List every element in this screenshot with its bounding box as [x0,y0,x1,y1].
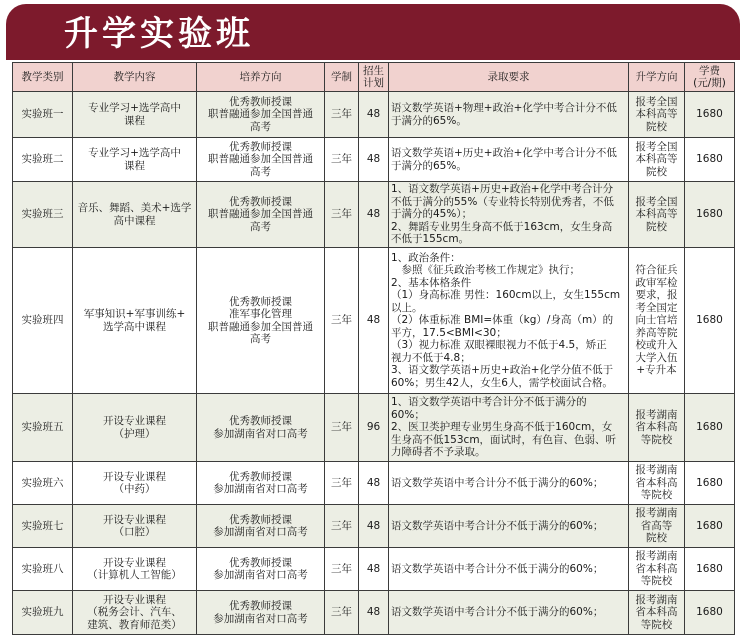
cell-direction: 优秀教师授课 参加湖南省对口高考 [197,548,325,591]
cell-fee: 1680 [685,182,735,248]
cell-category: 实验班四 [13,248,73,394]
cell-duration: 三年 [325,548,359,591]
header-content: 教学内容 [73,63,197,92]
cell-category: 实验班八 [13,548,73,591]
cell-requirements: 语文数学英语中考合计分不低于满分的60%； [389,548,629,591]
cell-category: 实验班三 [13,182,73,248]
cell-direction: 优秀教师授课 参加湖南省对口高考 [197,462,325,505]
cell-quota: 48 [359,182,389,248]
cell-further: 报考湖南 省本科高 等院校 [629,548,685,591]
cell-direction: 优秀教师授课 职普融通参加全国普通 高考 [197,92,325,138]
table-row [13,591,735,635]
header-row [13,63,735,92]
table-row [13,92,735,138]
cell-direction: 优秀教师授课 职普融通参加全国普通 高考 [197,182,325,248]
cell-requirements: 1、语文数学英语中考合计分不低于满分的 60%； 2、医卫类护理专业男生身高不低于160cm，女 生身高不低153cm，面试时，有色盲、色弱、听 力障碍者不予录取。 [389,394,629,462]
table-row [13,248,735,394]
cell-category: 实验班一 [13,92,73,138]
cell-content: 专业学习+选学高中 课程 [73,92,197,138]
admission-table [12,62,735,635]
cell-fee: 1680 [685,138,735,182]
table-row [13,138,735,182]
cell-further: 报考全国 本科高等 院校 [629,92,685,138]
cell-further: 报考湖南 省高等 院校 [629,505,685,548]
header-quota: 招生 计划 [359,63,389,92]
cell-category: 实验班二 [13,138,73,182]
header-category: 教学类别 [13,63,73,92]
cell-quota: 48 [359,92,389,138]
table-row [13,462,735,505]
cell-further: 报考湖南 省本科高 等院校 [629,394,685,462]
cell-quota: 48 [359,591,389,635]
cell-quota: 48 [359,138,389,182]
cell-requirements: 语文数学英语+历史+政治+化学中考合计分不低 于满分的65%。 [389,138,629,182]
cell-duration: 三年 [325,182,359,248]
cell-content: 开设专业课程 （计算机人工智能） [73,548,197,591]
cell-direction: 优秀教师授课 准军事化管理 职普融通参加全国普通 高考 [197,248,325,394]
cell-duration: 三年 [325,591,359,635]
page-title: 升学实验班 [64,14,254,54]
cell-direction: 优秀教师授课 职普融通参加全国普通 高考 [197,138,325,182]
cell-requirements: 语文数学英语中考合计分不低于满分的60%； [389,462,629,505]
header-further: 升学方向 [629,63,685,92]
header-fee: 学费 (元/期) [685,63,735,92]
cell-content: 开设专业课程 （护理） [73,394,197,462]
cell-content: 开设专业课程 （税务会计、汽车、 建筑、教育师范类） [73,591,197,635]
cell-fee: 1680 [685,92,735,138]
header-requirements: 录取要求 [389,63,629,92]
cell-direction: 优秀教师授课 参加湖南省对口高考 [197,505,325,548]
title-banner [6,4,740,60]
cell-fee: 1680 [685,548,735,591]
cell-direction: 优秀教师授课 参加湖南省对口高考 [197,591,325,635]
header-direction: 培养方向 [197,63,325,92]
table-row [13,505,735,548]
cell-content: 军事知识+军事训练+ 选学高中课程 [73,248,197,394]
cell-fee: 1680 [685,462,735,505]
cell-duration: 三年 [325,138,359,182]
cell-duration: 三年 [325,462,359,505]
cell-quota: 48 [359,505,389,548]
cell-requirements: 语文数学英语+物理+政治+化学中考合计分不低 于满分的65%。 [389,92,629,138]
cell-requirements: 1、政治条件： 参照《征兵政治考核工作规定》执行； 2、基本体格条件 （1）身高标准 男性：160cm以上，女生155cm 以上。 （2）体重标准 BMI=体重（kg）/身高（m）的 平方，17.5<BMI<30； （3）视力标准 双眼裸眼视力不低于4.5，矫正 视力不低于4.8； 3、语文数学英语+历史+政治+化学分值不低于 60%；男生42人，女生6人，需学校面试合格。 [389,248,629,394]
cell-category: 实验班五 [13,394,73,462]
cell-further: 符合征兵 政审军检 要求，报 考全国定 向士官培 养高等院 校或升入 大学入伍 +专升本 [629,248,685,394]
cell-quota: 48 [359,548,389,591]
cell-duration: 三年 [325,92,359,138]
cell-requirements: 语文数学英语中考合计分不低于满分的60%； [389,591,629,635]
cell-content: 专业学习+选学高中 课程 [73,138,197,182]
cell-duration: 三年 [325,505,359,548]
cell-fee: 1680 [685,505,735,548]
cell-further: 报考湖南 省本科高 等院校 [629,462,685,505]
table-row [13,182,735,248]
cell-fee: 1680 [685,394,735,462]
cell-category: 实验班六 [13,462,73,505]
cell-quota: 96 [359,394,389,462]
cell-quota: 48 [359,248,389,394]
cell-requirements: 语文数学英语中考合计分不低于满分的60%； [389,505,629,548]
cell-further: 报考湖南 省本科高 等院校 [629,591,685,635]
cell-content: 音乐、舞蹈、美术+选学 高中课程 [73,182,197,248]
cell-category: 实验班九 [13,591,73,635]
cell-further: 报考全国 本科高等 院校 [629,138,685,182]
table-row [13,548,735,591]
cell-fee: 1680 [685,248,735,394]
cell-requirements: 1、语文数学英语+历史+政治+化学中考合计分 不低于满分的55%（专业特长特别优秀者，不低 于满分的45%）； 2、舞蹈专业男生身高不低于163cm，女生身高 不低于155cm。 [389,182,629,248]
cell-direction: 优秀教师授课 参加湖南省对口高考 [197,394,325,462]
cell-content: 开设专业课程 （中药） [73,462,197,505]
cell-category: 实验班七 [13,505,73,548]
cell-content: 开设专业课程 （口腔） [73,505,197,548]
cell-duration: 三年 [325,248,359,394]
cell-quota: 48 [359,462,389,505]
cell-duration: 三年 [325,394,359,462]
cell-further: 报考全国 本科高等 院校 [629,182,685,248]
header-duration: 学制 [325,63,359,92]
table-row [13,394,735,462]
cell-fee: 1680 [685,591,735,635]
